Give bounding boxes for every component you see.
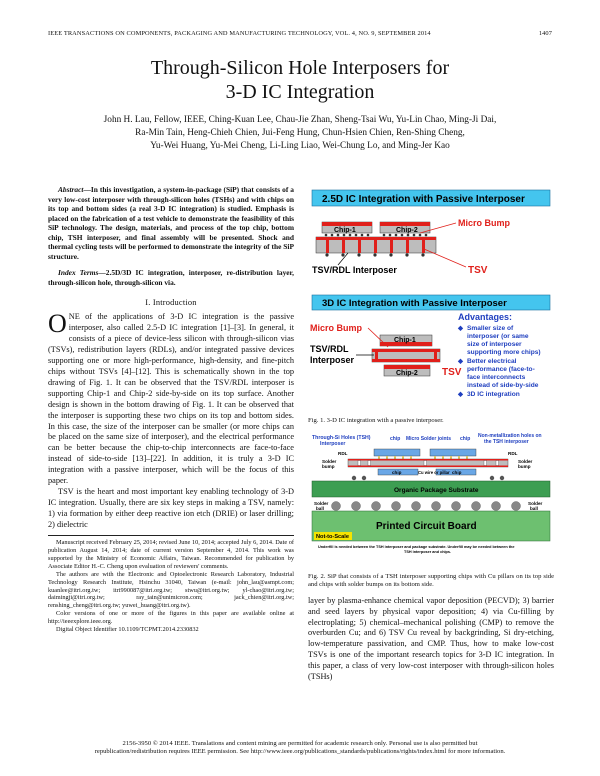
fig1-tsv-rdl-b2: Interposer bbox=[310, 355, 355, 365]
fig2-not-to-scale: Not-to-Scale bbox=[316, 534, 349, 541]
index-terms bbox=[48, 268, 294, 287]
fig2-non-met-2: the TSH interposer bbox=[484, 439, 529, 446]
intro-paragraph-2: TSV is the heart and most important key enabling technology of 3-D IC integration. Usually, there are six key steps in making a TSV, namely: 1) via formation by either deep reactive ion etch (DRIE) or laser drilling; 2) dielectric bbox=[48, 487, 294, 530]
figure-1 bbox=[308, 185, 554, 425]
fig2-solder-bump-right-1: Solder bbox=[518, 459, 533, 465]
right-body-text: layer by plasma-enhance chemical vapor deposition (PECVD); 3) barrier and seed layers by physical vapor deposition; 4) via Cu-filling by electroplating; 5) chemical–mechanical polishing (CMP) to remove the overburden Cu; and 6) TSV Cu reveal by backgrinding, Si dry-etching, low-temperature passivation, and CMP. Thus, how to make low-cost TSVs is one of the important research topics for 3-D IC integration. In this paper, a class of very low-cost interposer with through-silicon holes (TSHs) bbox=[308, 595, 554, 682]
intro-p1-text: NE of the applications of 3-D IC integration is the passive interposer, also called 2.5-D IC integration [1]–[3]. In general, it consists of a piece of device-less silicon with through-silicon vias (TSVs), redistribution layers (RDLs), and/or integrated passive devices supporting one or more high-performance, high-density, and fine-pitch chips without TSVs [4]–[12]. This is schematically shown in the top drawing of Fig. 1. It can be observed that the TSV/RDL interposer is supporting Chip-1 and Chip-2 side-by-side on its top surface. Another design is shown in the bottom drawing of Fig. 1. It can be observed that the interposer is supporting these two chips on its top and bottom sides. In this case, the size of the interposer can be smaller (or more chips can be placed on the same size of interposer), and the electrical performance can be better because the chip-to-chip interconnects are face-to-face instead of side-to-side [13]–[22]. In addition, it is truly a 3-D IC integration with a passive interposer, which will be the focus of this paper. bbox=[48, 312, 294, 486]
fig2-solder-balls bbox=[332, 502, 521, 511]
fig2-cu-pillars bbox=[378, 456, 468, 459]
figure-2-drawing bbox=[308, 431, 554, 571]
fig2-non-met-1: Non-metallization holes on bbox=[478, 433, 542, 440]
copyright-line-2: republication/redistribution requires IEEE permission. See http://www.ieee.org/publications_standards/publications/rights/index.html for more information. bbox=[94, 748, 506, 756]
paper-title bbox=[0, 56, 600, 104]
paper-title-line-1: Through-Silicon Hole Interposers for bbox=[150, 57, 450, 79]
fig2-top-chip-1 bbox=[374, 449, 420, 456]
fig2-underfill-2: TSH interposer and chips. bbox=[404, 550, 452, 555]
fig1-tsv-b-label: TSV bbox=[442, 367, 462, 378]
footnote-color: Color versions of one or more of the figures in this paper are available online at http://ieeexplore.ieee.org. bbox=[48, 610, 294, 626]
fig2-rdl-top bbox=[348, 459, 508, 461]
fig2-chip-bottom-2: chip bbox=[452, 470, 462, 476]
index-terms-label: Index Terms— bbox=[58, 268, 106, 277]
fig2-cu-wire-label: Cu wire or pillar bbox=[418, 470, 450, 476]
copyright-line-1: 2156-3950 © 2014 IEEE. Translations and content mining are permitted for academic research only. Personal use is also permitted but bbox=[122, 740, 478, 747]
footnote-affiliation: The authors are with the Electronic and Optoelectronic Research Laboratory, Industrial Technology Research Institute, Hsinchu 31040, Taiwan (e-mail: john_lau@asmpt.com; kuanlee@itri.org.tw; itri990087@itri.org.tw; stwu@itri.org.tw; yl-chao@itri.org.tw; daimingji@itri.org.tw; ray_tain@unimicron.com; jack_chien@itri.org.tw; renshing_cheng@itri.org.tw; yuwei_huang@itri.org.tw). bbox=[48, 570, 294, 610]
authors-line-3: Yu-Wei Huang, Yu-Mei Cheng, Li-Ling Liao, Wei-Chung Lo, and Ming-Jer Kao bbox=[150, 141, 450, 152]
fig1-tsv-rdl-label: TSV/RDL Interposer bbox=[312, 265, 397, 275]
fig1-tsv-arrow bbox=[424, 249, 466, 267]
footnote-manuscript: Manuscript received February 25, 2014; revised June 10, 2014; accepted July 6, 2014. Date of publication August 14, 2014; date of current version September 4, 2014. This work was supported by the Ministry of Economic Affairs, Taiwan. Recommended for publication by Associate Editor H.-C. Cheng upon evaluation of reviewers' comments. bbox=[48, 539, 294, 570]
fig2-rdl-bottom bbox=[348, 466, 508, 468]
fig1-advantages-list bbox=[457, 325, 541, 398]
fig1-adv2-line2: performance (face-to- bbox=[467, 366, 535, 373]
fig2-solder-bump-left-2: bump bbox=[322, 464, 335, 470]
index-terms-text: 2.5D/3D IC integration, interposer, re-distribution layer, through-silicon hole, through-silicon via. bbox=[48, 268, 294, 287]
fig1-chip1-stripe bbox=[322, 222, 372, 226]
fig2-substrate-label: Organic Package Substrate bbox=[394, 487, 479, 495]
fig1-solder-bumps bbox=[325, 253, 424, 256]
fig1-adv-bullet-2: ◆ bbox=[458, 358, 464, 365]
intro-body bbox=[48, 309, 294, 531]
fig2-chip-bottom-1: chip bbox=[392, 470, 402, 476]
abstract bbox=[48, 185, 294, 261]
journal-name: IEEE TRANSACTIONS ON COMPONENTS, PACKAGING AND MANUFACTURING TECHNOLOGY, VOL. 4, NO. 9, SEPTEMBER 2014 bbox=[48, 30, 431, 37]
paper-title-line-2: 3-D IC Integration bbox=[225, 81, 375, 103]
fig2-solder-bump-left-1: Solder bbox=[322, 459, 337, 465]
fig2-solder-bump-right-2: bump bbox=[518, 464, 531, 470]
fig1-adv3-line1: 3D IC integration bbox=[467, 391, 520, 398]
fig1-adv1-line2: interposer (or same bbox=[467, 333, 529, 340]
fig1-micro-bumps bbox=[325, 234, 428, 237]
fig2-rdl-right: RDL bbox=[508, 451, 518, 457]
left-column bbox=[48, 185, 294, 634]
fig1-adv1-line4: supporting more chips) bbox=[467, 349, 541, 356]
fig1-rdl-b-top bbox=[372, 349, 440, 352]
figure-1-caption: Fig. 1. 3-D IC integration with a passive interposer. bbox=[308, 417, 444, 424]
fig1-rdl-b-bottom bbox=[372, 359, 440, 362]
fig1-adv1-line1: Smaller size of bbox=[467, 325, 514, 332]
fig2-underfill-1: Underfill is needed between the TSH interposer and package substrate. Underfill may be needed between the bbox=[318, 545, 515, 550]
copyright-notice bbox=[48, 740, 552, 757]
fig1-adv-bullet-3: ◆ bbox=[458, 391, 464, 398]
fig2-substrate-bumps bbox=[352, 476, 504, 480]
page-number: 1407 bbox=[538, 30, 552, 37]
fig1-chip1-b-label: Chip-1 bbox=[394, 337, 416, 344]
figure-2 bbox=[308, 431, 554, 589]
fig1-top-title: 2.5D IC Integration with Passive Interposer bbox=[322, 194, 525, 205]
fig2-solder-ball-right-1: Solder bbox=[528, 501, 543, 507]
fig1-chip2-b-stripe bbox=[384, 365, 430, 369]
figure-2-caption: Fig. 2. SiP that consists of a TSH interposer supporting chips with Cu pillars on its top side and chips with solder bumps on its bottom side. bbox=[308, 573, 554, 589]
fig2-chip-top-2: chip bbox=[460, 436, 471, 443]
fig1-tsv-label: TSV bbox=[468, 265, 488, 276]
fig2-solder-ball-left-2: ball bbox=[316, 506, 324, 512]
fig2-chip-top-1: chip bbox=[390, 436, 401, 443]
figure-1-drawing bbox=[308, 185, 554, 417]
fig1-micro-bump-b-label: Micro Bump bbox=[310, 323, 363, 333]
fig1-adv-bullet-1: ◆ bbox=[458, 325, 464, 332]
fig1-chip2-stripe bbox=[380, 222, 430, 226]
running-header bbox=[48, 30, 552, 40]
fig1-adv2-line1: Better electrical bbox=[467, 358, 517, 365]
authors-line-2: Ra-Min Tain, Heng-Chieh Chien, Jui-Feng Hung, Chun-Hsien Chien, Ren-Shing Cheng, bbox=[135, 128, 465, 139]
right-column bbox=[308, 185, 554, 683]
intro-paragraph-1 bbox=[48, 309, 294, 487]
fig1-chip1-label: Chip-1 bbox=[334, 227, 356, 234]
fig2-pcb-label: Printed Circuit Board bbox=[376, 521, 477, 533]
fig2-top-chip-2 bbox=[430, 449, 476, 456]
footnote-doi: Digital Object Identifier 10.1109/TCPMT.2014.2330832 bbox=[56, 626, 199, 634]
fig1-adv1-line3: size of interposer bbox=[467, 341, 522, 348]
fig1-chip2-label: Chip-2 bbox=[396, 227, 418, 234]
fig1-tsv-rdl-b1: TSV/RDL bbox=[310, 344, 349, 354]
fig2-tsh-label-2: Interposer bbox=[320, 441, 346, 448]
fig1-adv2-line4: instead of side-by-side bbox=[467, 382, 539, 389]
section-heading: I. Introduction bbox=[145, 298, 197, 307]
fig2-rdl-left: RDL bbox=[338, 451, 348, 457]
footnote-rule bbox=[48, 535, 294, 536]
fig1-rdl-layer bbox=[316, 237, 436, 240]
authors-line-1: John H. Lau, Fellow, IEEE, Ching-Kuan Lee, Chau-Jie Zhan, Sheng-Tsai Wu, Yu-Lin Chao, Ming-Ji Dai, bbox=[103, 115, 497, 125]
footnotes bbox=[48, 539, 294, 634]
fig2-solder-ball-right-2: ball bbox=[530, 506, 538, 512]
fig1-advantages-title: Advantages: bbox=[458, 312, 513, 322]
fig2-tsh-label-1: Through-Si Holes (TSH) bbox=[312, 435, 371, 442]
fig1-bottom-title: 3D IC Integration with Passive Interposer bbox=[322, 298, 507, 309]
abstract-text: In this investigation, a system-in-package (SiP) that consists of a very low-cost interposer with through-silicon holes (TSHs) and with chips on its top and bottom sides (a real 3-D IC integration) is studied. Emphasis is placed on the fabrication of a test vehicle to demonstrate the feasibility of this SiP technology. The design, materials, and process of the top chip, bottom chip, TSH interposer, and final assembly will be presented. Shock and thermal cycling tests will be performed to demonstrate the integrity of the SiP structure. bbox=[48, 185, 294, 261]
author-list bbox=[48, 114, 552, 154]
fig2-micro-solder-label: Micro Solder joints bbox=[406, 436, 452, 443]
drop-cap: O bbox=[48, 309, 67, 338]
fig1-micro-bump-label: Micro Bump bbox=[458, 218, 511, 228]
fig2-solder-ball-left-1: Solder bbox=[314, 501, 329, 507]
abstract-label: Abstract— bbox=[58, 185, 91, 194]
fig1-chip2-b-label: Chip-2 bbox=[396, 370, 418, 377]
fig1-adv2-line3: face interconnects bbox=[467, 374, 526, 381]
